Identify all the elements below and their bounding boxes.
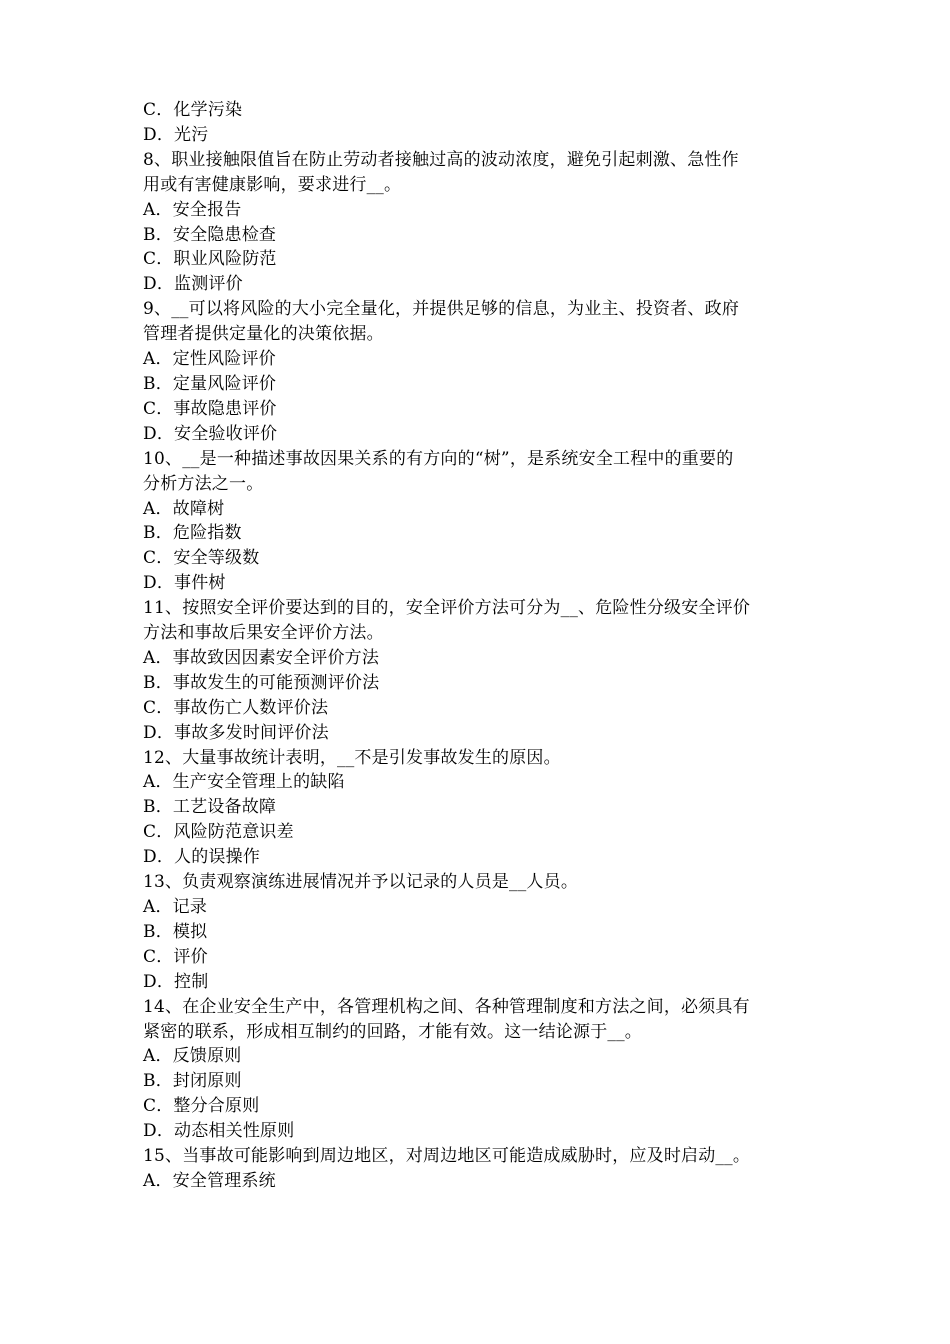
option-line: B．安全隐患检查 [143,224,277,245]
option-line: B．模拟 [143,921,208,942]
option-line: D．监测评价 [143,274,243,295]
question-line: 10、__是一种描述事故因果关系的有方向的“树”，是系统安全工程中的重要的 [143,448,734,469]
option-line: C．整分合原则 [143,1096,260,1117]
option-line: D．光污 [143,124,209,145]
option-line: A．反馈原则 [143,1046,242,1067]
option-line: C．事故伤亡人数评价法 [143,697,329,718]
question-line: 分析方法之一。 [143,473,264,494]
option-line: A．定性风险评价 [143,349,276,370]
option-line: B．危险指数 [143,523,242,544]
question-line: 14、在企业安全生产中，各管理机构之间、各种管理制度和方法之间，必须具有 [143,996,750,1017]
question-line: 12、大量事故统计表明，__不是引发事故发生的原因。 [143,747,561,768]
option-line: D．事件树 [143,573,226,594]
option-line: C．事故隐患评价 [143,398,277,419]
question-line: 管理者提供定量化的决策依据。 [143,324,384,345]
option-line: B．工艺设备故障 [143,797,277,818]
option-line: C．安全等级数 [143,548,260,569]
option-line: C．化学污染 [143,100,243,120]
option-line: C．风险防范意识差 [143,822,294,843]
option-line: C．评价 [143,946,208,967]
option-line: D．安全验收评价 [143,423,278,444]
question-line: 15、当事故可能影响到周边地区，对周边地区可能造成威胁时，应及时启动__。 [143,1146,751,1167]
option-line: B．定量风险评价 [143,373,277,394]
option-line: A．事故致因因素安全评价方法 [143,647,380,668]
option-line: B．事故发生的可能预测评价法 [143,672,380,693]
question-line: 8、职业接触限值旨在防止劳动者接触过高的波动浓度，避免引起刺激、急性作 [143,149,739,170]
option-line: D．控制 [143,971,209,992]
document-page [143,98,815,1194]
option-line: A．记录 [143,897,208,917]
option-line: D．人的误操作 [143,847,261,868]
question-line: 用或有害健康影响，要求进行__。 [143,174,402,195]
option-line: B．封闭原则 [143,1071,242,1092]
question-line: 11、按照安全评价要达到的目的，安全评价方法可分为__、危险性分级安全评价 [143,598,751,619]
option-line: A．安全报告 [143,199,242,220]
question-line: 紧密的联系，形成相互制约的回路，才能有效。这一结论源于__。 [143,1021,642,1042]
option-line: A．故障树 [143,498,225,519]
option-line: A．安全管理系统 [143,1170,276,1191]
question-line: 方法和事故后果安全评价方法。 [143,623,384,644]
option-line: D．动态相关性原则 [143,1121,295,1142]
option-line: C．职业风险防范 [143,249,277,270]
option-line: A．生产安全管理上的缺陷 [143,772,345,793]
question-line: 13、负责观察演练进展情况并予以记录的人员是__人员。 [143,872,579,893]
option-line: D．事故多发时间评价法 [143,722,329,743]
question-line: 9、__可以将风险的大小完全量化，并提供足够的信息，为业主、投资者、政府 [143,299,740,320]
